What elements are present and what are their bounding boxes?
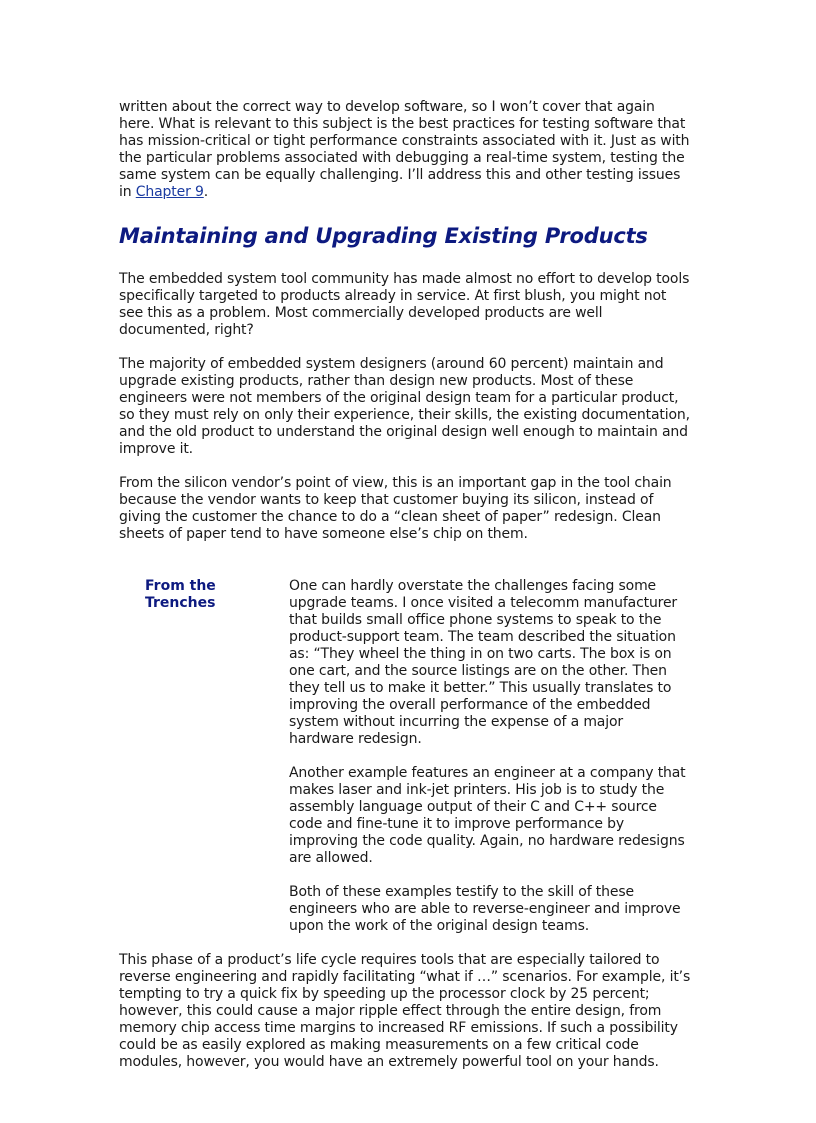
body-paragraph-3: From the silicon vendor’s point of view, this is an important gap in the tool chain because the vendor wants to keep that customer buying its silicon, instead of giving the customer the chance to do a “clean sheet of paper” redesign. Clean sheets of paper tend to have someone else’s chip on them. [119,475,672,542]
sidebar-body [289,578,687,935]
document-page [119,99,693,1071]
sidebar-paragraph-2: Another example features an engineer at a company that makes laser and ink-jet printers. His job is to study the assembly language output of their C and C++ source code and fine-tune it to improve performance by improving the code quality. Again, no hardware redesigns are allowed. [289,765,686,866]
sidebar-paragraph-1: One can hardly overstate the challenges facing some upgrade teams. I once visited a telecomm manufacturer that builds small office phone systems to speak to the product-support team. The team described the situation as: “They wheel the thing in on two carts. The box is on one cart, and the source listings are on the other. Then they tell us to make it better.” This usually translates to improving the overall performance of the embedded system without incurring the expense of a major hardware redesign. [289,578,678,747]
intro-paragraph [119,99,693,201]
intro-period: . [203,184,209,200]
sidebar-label-line-1: From the [145,578,216,594]
section-heading: Maintaining and Upgrading Existing Products [119,224,648,248]
closing-paragraph: This phase of a product’s life cycle requires tools that are especially tailored to reverse engineering and rapidly facilitating “what if …” scenarios. For example, it’s tempting to try a quick fix by speeding up the processor clock by 25 percent; however, this could cause a major ripple effect through the entire design, from memory chip access time margins to increased RF emissions. If such a possibility could be as easily explored as making measurements on a few critical code modules, however, you would have an extremely powerful tool on your hands. [119,952,691,1070]
sidebar-label [145,578,241,935]
sidebar-paragraph-3: Both of these examples testify to the skill of these engineers who are able to reverse-engineer and improve upon the work of the original design teams. [289,884,681,934]
intro-text: written about the correct way to develop software, so I won’t cover that again here. What is relevant to this subject is the best practices for testing software that has mission-critical or tight performance constraints associated with it. Just as with the particular problems associated with debugging a real-time system, testing the same system can be equally challenging. I’ll address this and other testing issues in [119,99,690,200]
from-the-trenches-sidebar [119,578,693,935]
sidebar-label-line-2: Trenches [145,595,216,611]
body-paragraph-2: The majority of embedded system designers (around 60 percent) maintain and upgrade existing products, rather than design new products. Most of these engineers were not members of the original design team for a particular product, so they must rely on only their experience, their skills, the existing documentation, and the old product to understand the original design well enough to maintain and improve it. [119,356,690,457]
chapter-9-link[interactable]: Chapter 9 [135,184,204,200]
body-paragraph-1: The embedded system tool community has made almost no effort to develop tools specifically targeted to products already in service. At first blush, you might not see this as a problem. Most commercially developed products are well documented, right? [119,271,690,338]
